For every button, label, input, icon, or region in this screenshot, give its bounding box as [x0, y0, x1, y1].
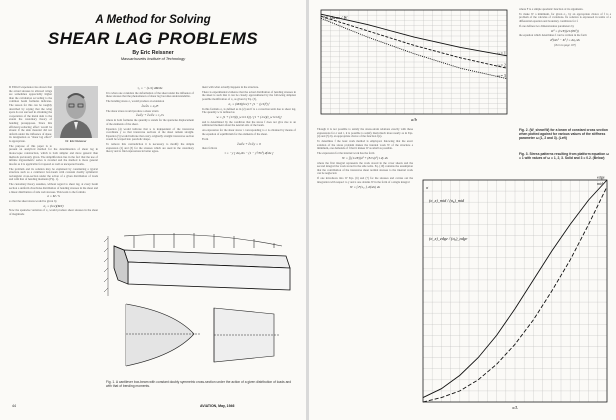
paragraph: The expression for the internal work has the form	[317, 151, 375, 156]
paragraph: To remove this contradiction it is necessary to modify the simple expression (2) and (3) for the stresses which are used in the customary theory and to find expressions in better agree-	[106, 142, 194, 154]
figure-2-chart	[313, 6, 513, 124]
series-label: mid	[597, 181, 604, 187]
y-axis-label: σ	[426, 185, 429, 190]
right-col-2	[519, 8, 611, 126]
equation: w = [1 + (1/3)(t_w h/t b)] / [1 + (1/2)(t_w h/t b)]	[216, 115, 282, 120]
chart-annotation: (σ_x)_edge / (σ₀)_edge	[429, 236, 468, 241]
equation: ∂u/∂x = σ₀/E	[141, 103, 159, 108]
right-page	[309, 0, 616, 420]
paragraph: It is when one considers the deformation of the sheet under the influence of these stresses that the phenomenon of shear lag becomes understandable.	[106, 90, 194, 99]
equation: W = ∫ F(x₀, f, df/dx) dx	[350, 184, 380, 189]
paragraph: Now the spanwise variation of σ₀ would produce shear stresses in the sheet of magnitude	[9, 208, 98, 217]
paragraph: To make W a minimum, for given σ₀, by an appropriate choice of f is a problem of the calculus of variations. Its solution is expressed in terms of a differential equation and boundary conditions for f.	[519, 11, 611, 24]
paragraph: there follows	[202, 146, 218, 151]
paragraph: ment with what actually happens in the structure.	[202, 86, 259, 89]
paragraph: the equation which determines f can be written in the form	[519, 33, 587, 38]
figure-3-chart	[417, 176, 613, 414]
paragraph: There is experimental evidence that the actual distribution of bending stresses in the sheet is such that it can be closely approximated by the following simplest possible modification of σ₀ as given by Eq. (3),	[202, 89, 296, 102]
equation: d²f/dx² − K² f = dσ₀/dx	[550, 38, 580, 43]
continuation-note: (Turn to page 107)	[554, 42, 576, 47]
paragraph: If one defines two dimensionless parameters by	[519, 23, 575, 28]
y-axis-label: W_shear / W	[324, 15, 348, 20]
paragraph: and is determined by the condition that the stress f does not give rise to an additional moment about the neutral axis of the beam.	[202, 119, 296, 128]
equation: τ = −y [ dσ₀/dx − (1 − y²/3b²) df/dx ]	[224, 150, 274, 155]
equation: σ₀ = (h/2)(M/I)	[43, 203, 64, 208]
x-axis-label: x/L	[512, 405, 518, 410]
byline: By Eric Reissner	[132, 50, 174, 56]
figure-2-caption: Fig. 2. (W_shear/W) for a beam of constant cross section when plotted against for various values of the stiffness parameter ω (1, 2 and 3). (Left)	[519, 128, 608, 140]
left-col-3	[202, 86, 296, 226]
series-label: ω = 3	[497, 73, 506, 79]
figure-1-diagram	[104, 228, 298, 378]
right-col-1	[317, 128, 413, 414]
series-label: edge	[597, 176, 605, 180]
paragraph: The customary theory assumes, without regard to shear lag, at every beam section a uniform chordwise distribution of bending stresses in the sheet and a linear distribution of side web stresses. This leads to the formula	[9, 182, 98, 194]
paragraph: To determine f the least work method is employed. Knowing that the exact solution of the stress problem makes the internal work W of the structure a minimum, one demands of f that it makes W as small as possible.	[317, 139, 413, 151]
left-page	[0, 0, 306, 420]
paragraph: where F is a simple quadratic function of its arguments.	[519, 8, 584, 11]
equation: ∂u/∂y + ∂v/∂x = τ₀/G	[136, 113, 164, 118]
paragraph: The problem and its solution may be explained by considering a typical structure such as a cantilever box-beam with constant doubly symmetric rectangular cross-section under the action of a given distribution of loads and with that of bending moments (Fig. 1).	[9, 166, 98, 182]
paragraph: where the first integral represents the work stored in the cover sheets and the second integral the work stored in the side webs. Eq. (10) contains the assumption that the contribution of the transverse sheet normal stresses to the internal work can be neglected.	[317, 160, 413, 176]
equation: σ = M / S	[47, 194, 60, 199]
paragraph: Though it is not possible to satisfy the stress-strain relations exactly with these expressions for σ and τ, it is possible to satisfy them much more nearly as in Eqs. (4) and (5) by an appropriate choice of the function f(x).	[317, 128, 413, 139]
paragraph: An expression for the shear stress τ corresponding to σ is obtained by means of the equation of equilibrium for the elements of the sheet.	[202, 128, 296, 136]
left-col-1	[9, 86, 98, 402]
affiliation: Massachusetts Institute of Technology	[120, 57, 186, 61]
equation: τ₀ = − (1/2) dM/dx	[137, 86, 163, 90]
equation: ∂σ/∂x + ∂τ/∂y = 0	[237, 141, 261, 146]
author-portrait	[54, 86, 98, 144]
title-line-1: A Method for Solving	[95, 14, 211, 26]
magazine-footer: AVIATION, May, 1946	[200, 404, 235, 408]
portrait-photo	[54, 86, 98, 138]
series-label: ω = 1	[497, 50, 506, 56]
paragraph: where in both formulas the quantity u stands for the spanwise displacement of the elements of the sheet.	[106, 118, 194, 126]
paragraph: The shear stress would produce a shear strain	[106, 108, 159, 113]
intro-paragraph: D ESIGN experience has shown that the actual stresses in allowed wings are sometimes appreciably higher than the calculation according to the common beam formulas indicates. The reason for this can be roughly described by saying that the wing spars do not succeed in obtaining the cooperation of the metal skin to the extent the customary theory of bending presupposes. Since this efficiency-reducing effect would be absent if the skin material did not deform under the influence of shear, its designation as "shear lag effect" is appropriate.	[9, 86, 52, 143]
portrait-caption: Dr. Eric Reissner	[65, 138, 87, 143]
paragraph: From	[202, 136, 209, 141]
paragraph: Equation (4) would indicate that u is independent of the transverse coordinate y so that transverse sections of the sheet remain straight. Equation (5) would indicate that every originally straight transverse section would be warped into parabolic shape.	[106, 126, 194, 142]
page-number: 44	[12, 404, 16, 408]
article-title: SHEAR LAG PROBLEMS	[47, 29, 259, 48]
paragraph: so that the sheet stress would be given by	[9, 199, 57, 203]
series-label: ω = 2	[497, 62, 506, 68]
figure-1-caption: Fig. 1. A cantilever box-beam with constant doubly symmetric cross-section under the action of a given distribution of loads and with that of bending moments.	[106, 380, 292, 388]
equation: W = ∫∫ (1/2E)(σ² + (E/G)τ²) t dy dx	[342, 156, 388, 161]
figure-3-caption: Fig. 3. Stress patterns resulting from platform equation ω = 1 with values of ω = 1, 2, 3. Solid and 3 = 0.2. (Below)	[519, 152, 609, 160]
x-axis-label: a/b	[411, 117, 417, 122]
left-col-2	[106, 86, 194, 226]
paragraph: The bending stress σ₀ would produce an extension	[106, 99, 165, 104]
paragraph: The purpose of this paper is to present an analytical method for the determination of shear lag in monocoque construction, which is both simpler and more general than methods previously given. The simplification lies in the fact that the use of infinite trigonometric series is avoided and the method is more general insofar as it is applicable for tapered as well as uncapered beams.	[9, 143, 98, 166]
chart-annotation: (σ_x)_mid / (σ₀)_mid	[429, 198, 465, 203]
paragraph: If one introduces into W Eqs. (6) and (7) for the stresses and carries out the integration with respect to y and z one obtains W in the form of a single integral	[317, 176, 413, 184]
paragraph: In this formula σ₀ is defined as in (2) and f is a correction term due to shear lag. The quantity w is defined as	[202, 106, 296, 115]
equation: K² = (G/E)(21/(8b²))	[551, 28, 579, 33]
equation: σ₀ = (M/I)(h/2) + [1 − (y/b)²] f	[228, 101, 270, 106]
